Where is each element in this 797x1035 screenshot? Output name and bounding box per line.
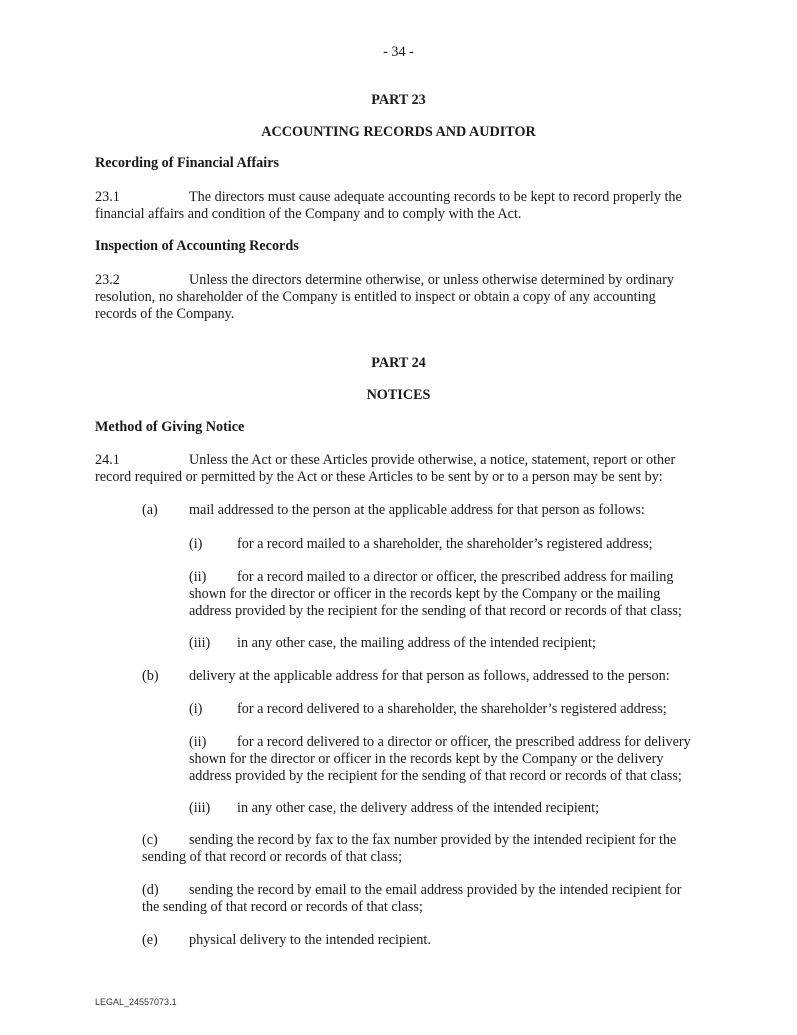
part-23-subtitle: ACCOUNTING RECORDS AND AUDITOR: [261, 124, 536, 140]
clause-b-iii-text: in any other case, the delivery address of the intended recipient;: [237, 800, 600, 816]
clause-a-i-label: (i): [189, 536, 203, 552]
clause-a-i-text: for a record mailed to a shareholder, the shareholder’s registered address;: [237, 536, 653, 552]
clause-d-line1: sending the record by email to the email address provided by the intended recipient for: [189, 882, 682, 898]
clause-a-iii-text: in any other case, the mailing address of the intended recipient;: [237, 635, 596, 651]
clause-e-text: physical delivery to the intended recipient.: [189, 932, 431, 948]
clause-b-label: (b): [142, 668, 159, 684]
document-footer-id: LEGAL_24557073.1: [95, 997, 177, 1007]
heading-recording-financial-affairs: Recording of Financial Affairs: [95, 155, 280, 171]
clause-c-line2: sending of that record or records of that class;: [142, 849, 403, 865]
clause-a-iii-label: (iii): [189, 635, 211, 651]
clause-b-text: delivery at the applicable address for that person as follows, addressed to the person:: [189, 668, 670, 684]
section-number-24-1: 24.1: [95, 452, 120, 468]
clause-e-label: (e): [142, 932, 158, 948]
clause-a-ii-label: (ii): [189, 569, 207, 585]
heading-method-giving-notice: Method of Giving Notice: [95, 419, 245, 435]
section-23-1-line2: financial affairs and condition of the Company and to comply with the Act.: [95, 206, 522, 222]
page-number: - 34 -: [383, 44, 414, 60]
clause-b-i-label: (i): [189, 701, 203, 717]
clause-b-ii-line3: address provided by the recipient for the sending of that record or records of that class;: [189, 768, 682, 784]
section-24-1-line2: record required or permitted by the Act or these Articles to be sent by or to a person may be sent by:: [95, 469, 663, 485]
clause-d-label: (d): [142, 882, 159, 898]
clause-b-ii-label: (ii): [189, 734, 207, 750]
clause-b-iii-label: (iii): [189, 800, 211, 816]
clause-a-label: (a): [142, 502, 158, 518]
section-23-2-line2: resolution, no shareholder of the Company is entitled to inspect or obtain a copy of any accounting: [95, 289, 656, 305]
section-23-2-line1: Unless the directors determine otherwise, or unless otherwise determined by ordinary: [189, 272, 674, 288]
section-24-1-line1: Unless the Act or these Articles provide otherwise, a notice, statement, report or other: [189, 452, 676, 468]
clause-a-text: mail addressed to the person at the applicable address for that person as follows:: [189, 502, 645, 518]
section-23-2-line3: records of the Company.: [95, 306, 235, 322]
part-23-title: PART 23: [371, 92, 426, 108]
section-number-23-2: 23.2: [95, 272, 120, 288]
clause-a-ii-line2: shown for the director or officer in the records kept by the Company or the mailing: [189, 586, 661, 602]
clause-a-ii-line1: for a record mailed to a director or officer, the prescribed address for mailing: [237, 569, 674, 585]
clause-a-ii-line3: address provided by the recipient for the sending of that record or records of that class;: [189, 603, 682, 619]
clause-b-i-text: for a record delivered to a shareholder, the shareholder’s registered address;: [237, 701, 667, 717]
clause-c-line1: sending the record by fax to the fax number provided by the intended recipient for the: [189, 832, 677, 848]
clause-c-label: (c): [142, 832, 158, 848]
part-24-title: PART 24: [371, 355, 426, 371]
clause-b-ii-line2: shown for the director or officer in the records kept by the Company or the delivery: [189, 751, 664, 767]
section-number-23-1: 23.1: [95, 189, 120, 205]
section-23-1-line1: The directors must cause adequate accounting records to be kept to record properly the: [189, 189, 682, 205]
clause-b-ii-line1: for a record delivered to a director or officer, the prescribed address for delivery: [237, 734, 691, 750]
part-24-subtitle: NOTICES: [366, 387, 431, 403]
heading-inspection-accounting-records: Inspection of Accounting Records: [95, 238, 299, 254]
clause-d-line2: the sending of that record or records of that class;: [142, 899, 423, 915]
